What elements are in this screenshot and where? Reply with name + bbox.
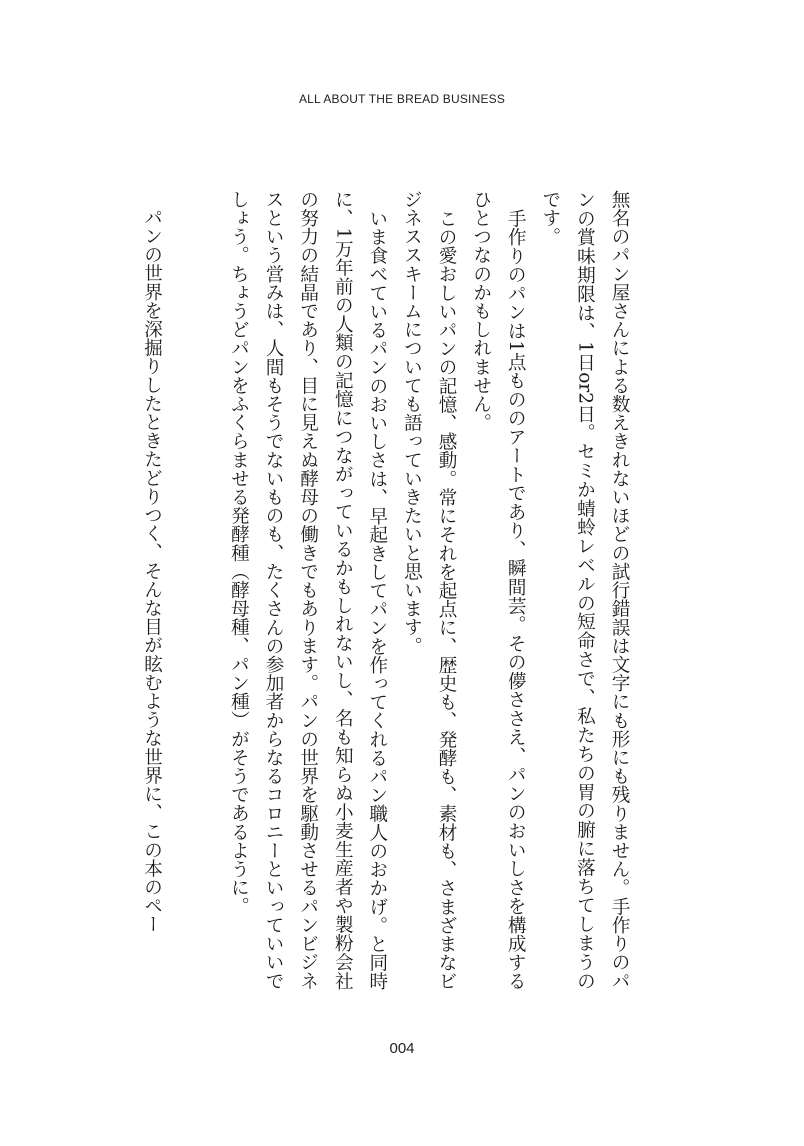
running-header: ALL ABOUT THE BREAD BUSINESS — [298, 92, 506, 106]
paragraph-4: いま食べているパンのおいしさは、早起きしてパンを作ってくれるパン職人のおかげ。と同時に、1万年前の人類の記憶につながっているかもしれないし、名も知らぬ小麦生産者や製粉会社の努力の結晶であり、目に見えぬ酵母の働きでもあります。パンの世界を駆動させるパンビジネスという営みは、人間もそうでないものも、たくさんの参加者からなるコロニーといっていいでしょう。ちょうどパンをふくらませる発酵種（酵母種、パン種）がそうであるように。 — [228, 190, 388, 990]
paragraph-1: 無名のパン屋さんによる数えきれないほどの試行錯誤は文字にも形にも残りません。手作りのパンの賞味期限は、1日or2日。セミか蜻蛉レベルの短命さで、私たちの胃の腑に落ちてしまうのです。 — [539, 190, 630, 990]
paragraph-2: 手作りのパンは1点もののアートであり、瞬間芸。その儚ささえ、パンのおいしさを構成するひとつなのかもしれません。 — [470, 190, 527, 990]
paragraph-3: この愛おしいパンの記憶、感動。常にそれを起点に、歴史も、発酵も、素材も、さまざまなビジネススキームについても語っていきたいと思います。 — [401, 190, 458, 990]
page-number: 004 — [389, 1040, 415, 1057]
continuation-paragraph: パンの世界を深掘りしたときたどりつく、そんな目が眩むような世界に、この本のペー — [141, 208, 163, 934]
vertical-body-text — [221, 190, 636, 990]
